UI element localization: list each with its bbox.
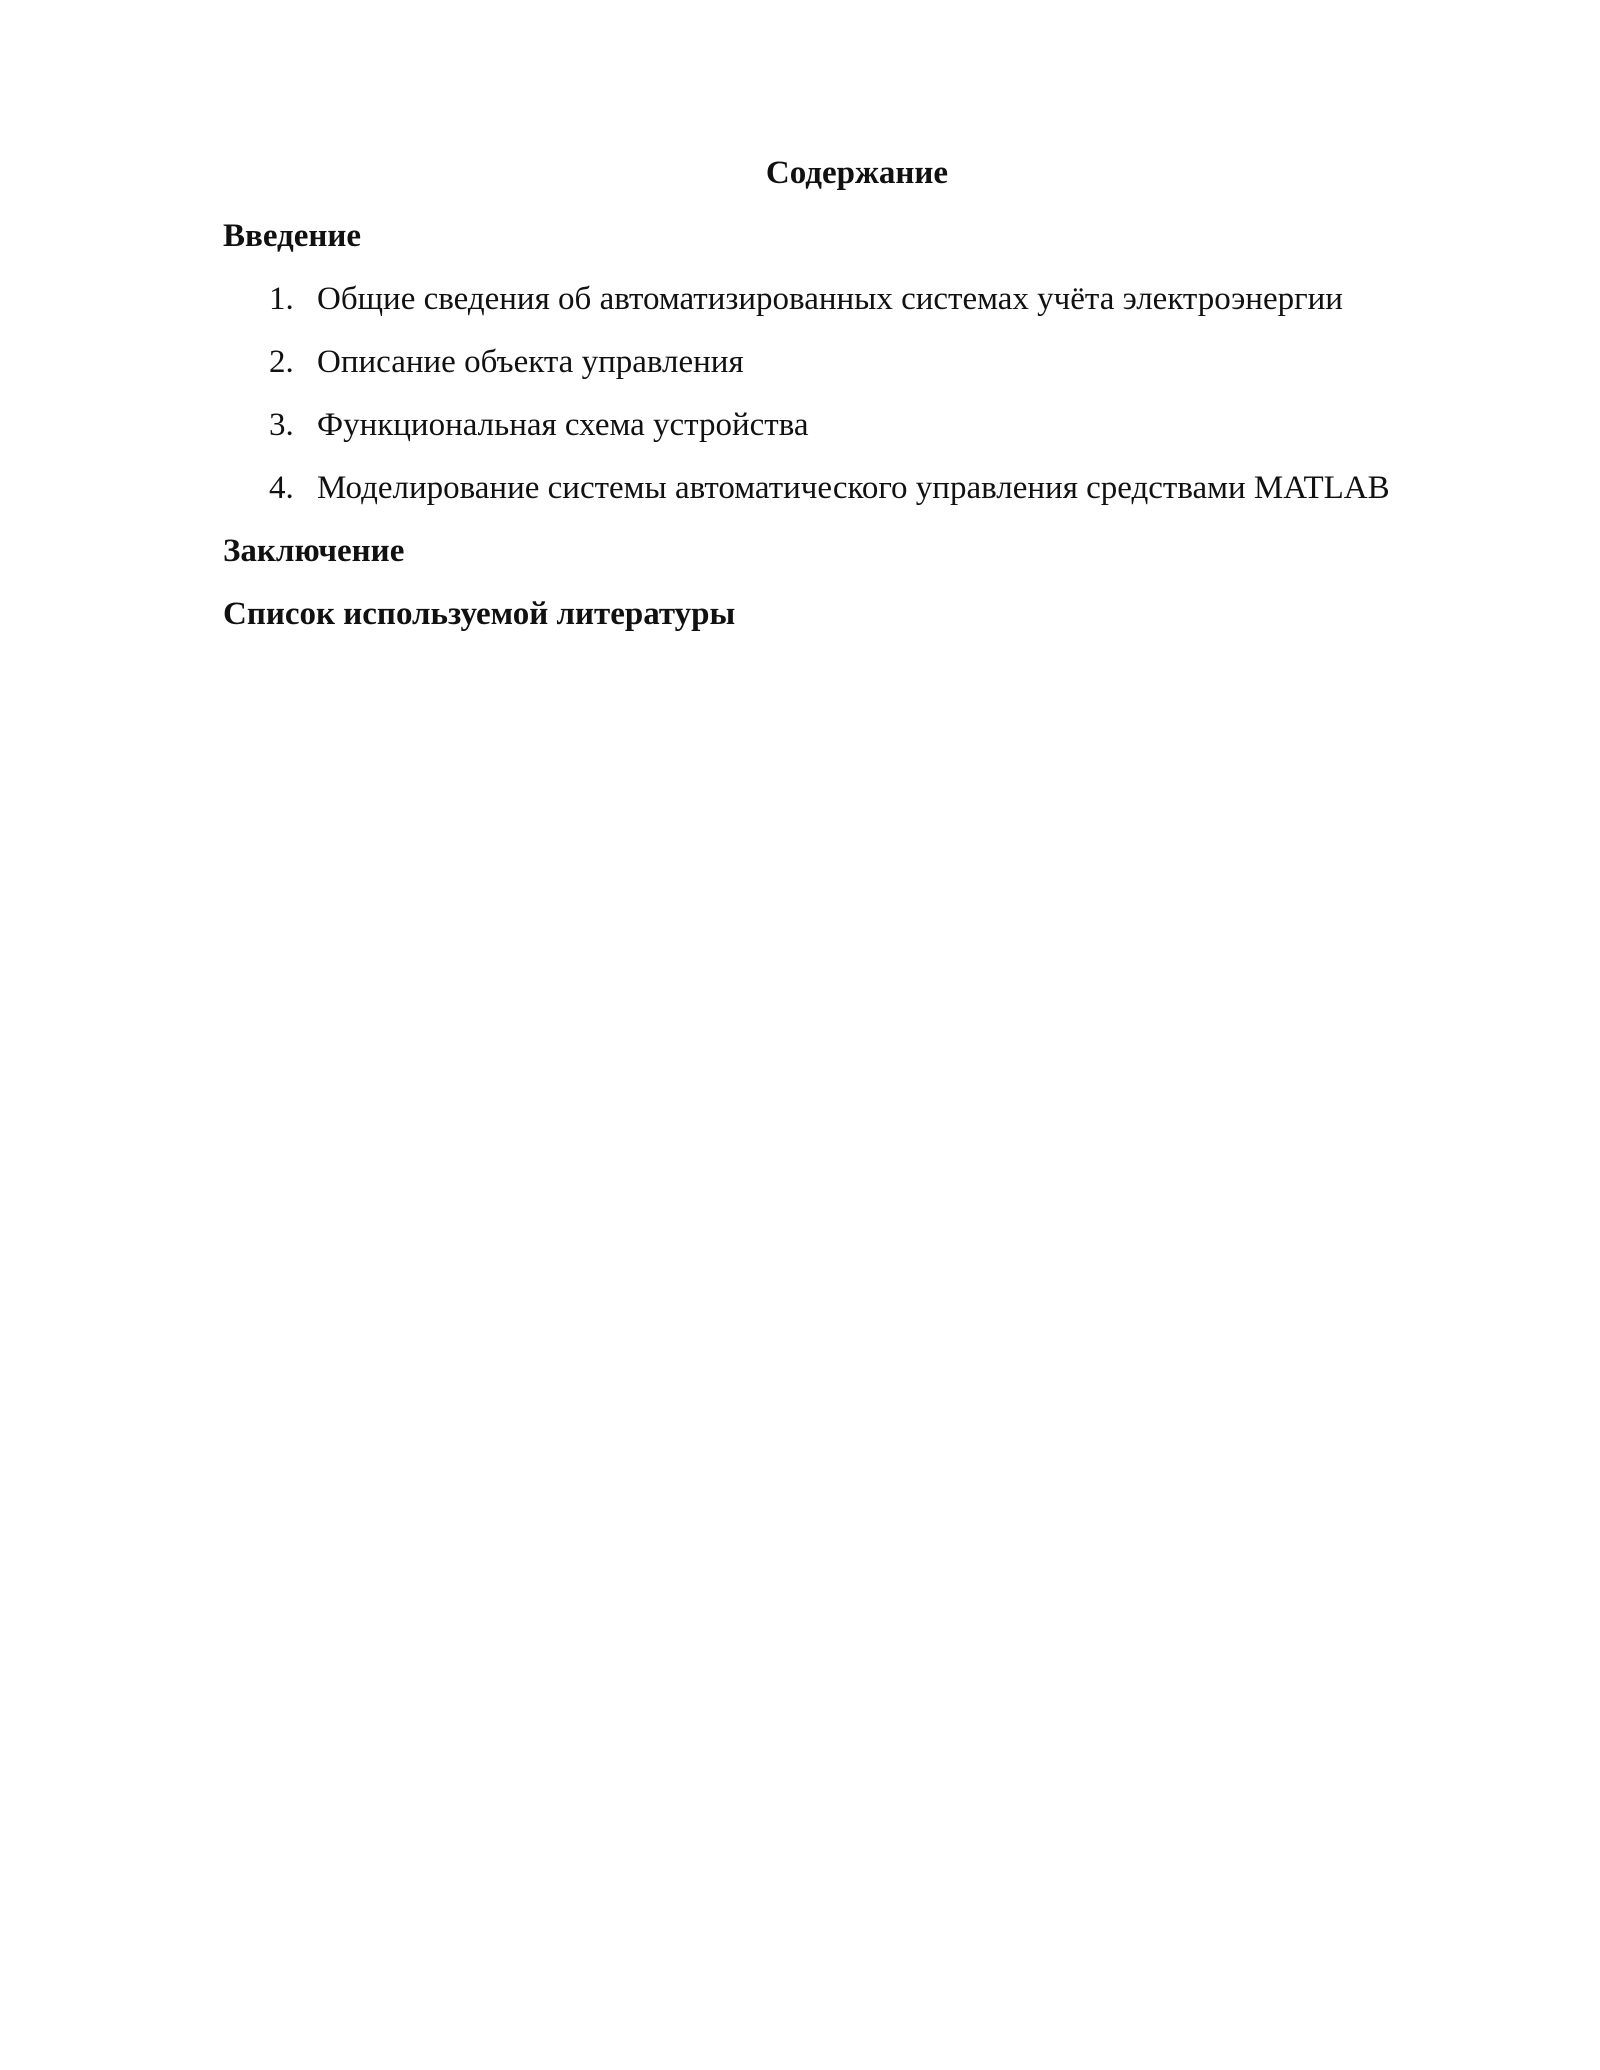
toc-chapter-title: Моделирование системы автоматического управления средствами MATLAB bbox=[317, 470, 1390, 506]
toc-chapter-title: Общие сведения об автоматизированных системах учёта электроэнергии bbox=[317, 281, 1343, 317]
table-of-contents bbox=[223, 142, 1491, 646]
toc-chapter-4 bbox=[223, 457, 1491, 520]
toc-chapter-3 bbox=[223, 394, 1491, 457]
toc-chapter-list bbox=[223, 268, 1491, 520]
toc-title: Содержание bbox=[765, 155, 949, 191]
toc-chapter-1 bbox=[223, 268, 1491, 331]
toc-chapter-number: 2. bbox=[269, 344, 294, 380]
toc-chapter-title: Описание объекта управления bbox=[317, 344, 744, 380]
toc-chapter-number: 3. bbox=[269, 407, 294, 443]
toc-entry-references: Список используемой литературы bbox=[223, 596, 736, 632]
toc-entry-introduction: Введение bbox=[223, 218, 362, 254]
toc-chapter-number: 4. bbox=[269, 470, 294, 506]
toc-chapter-2 bbox=[223, 331, 1491, 394]
toc-chapter-title: Функциональная схема устройства bbox=[317, 407, 809, 443]
toc-entry-conclusion: Заключение bbox=[223, 533, 405, 569]
toc-chapter-number: 1. bbox=[269, 281, 294, 317]
